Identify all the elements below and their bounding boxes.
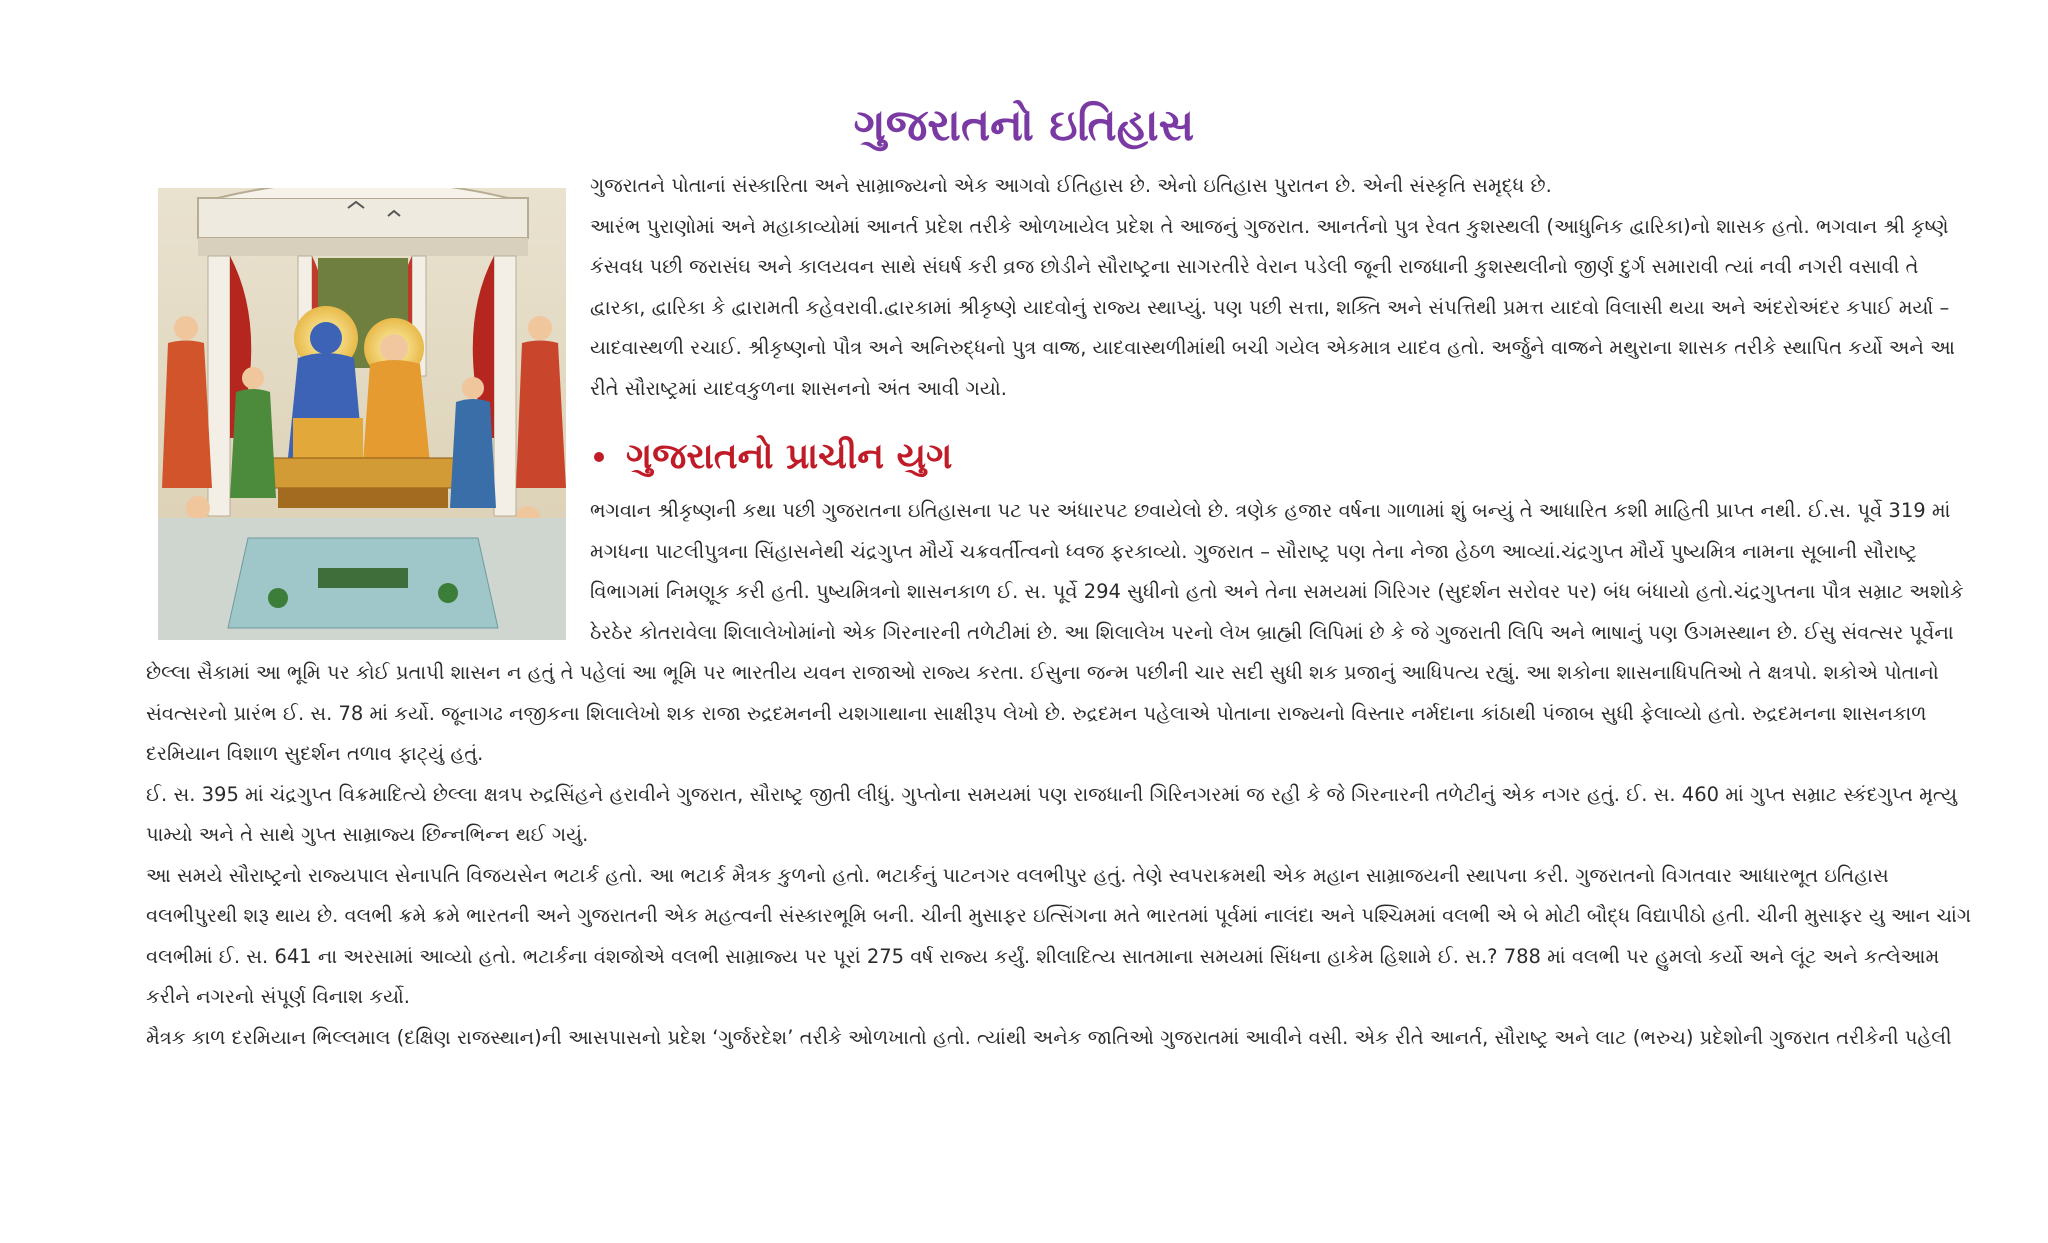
article-body [146,166,1978,1058]
section-paragraph-1: ભગવાન શ્રીકૃષ્ણની કથા પછી ગુજરાતના ઇતિહાસના પટ પર અંધારપટ છવાયેલો છે. ત્રણેક હજાર વર્ષના ગાળામાં શું બન્યું તે આધારિત કશી માહિતી પ્રાપ્ત નથી. ઈ.સ. પૂર્વે 319 માં મગધના પાટલીપુત્રના સિંહાસનેથી ચંદ્રગુપ્ત મૌર્યે ચક્રવર્તીત્વનો ધ્વજ ફરકાવ્યો. ગુજરાત – સૌરાષ્ટ્ર પણ તેના નેજા હેઠળ આવ્યાં.ચંદ્રગુપ્ત મૌર્યે પુષ્યમિત્ર નામના સૂબાની સૌરાષ્ટ્ર વિભાગમાં નિમણૂક કરી હતી. પુષ્યમિત્રનો શાસનકાળ ઈ. સ. પૂર્વે 294 સુધીનો હતો અને તેના સમયમાં ગિરિગર (સુદર્શન સરોવર પર) બંધ બંધાયો હતો.ચંદ્રગુપ્તના પૌત્ર સમ્રાટ અશોકે ઠેરઠેર કોતરાવેલા શિલાલેખોમાંનો એક ગિરનારની તળેટીમાં છે. આ શિલાલેખ પરનો લેખ બ્રાહ્મી લિપિમાં છે કે જે ગુજરાતી લિપિ અને ભાષાનું પણ ઉગમસ્થાન છે. ઈસુ સંવત્સર પૂર્વેના છેલ્લા સૈકામાં આ ભૂમિ પર કોઈ પ્રતાપી શાસન ન હતું તે પહેલાં આ ભૂમિ પર ભારતીય યવન રાજાઓ રાજ્ય કરતા. ઈસુના જન્મ પછીની ચાર સદી સુધી શક પ્રજાનું આધિપત્ય રહ્યું. આ શકોના શાસનાધિપતિઓ તે ક્ષત્રપો. શકોએ પોતાનો સંવત્સરનો પ્રારંભ ઈ. સ. 78 માં કર્યો. જૂનાગઢ નજીકના શિલાલેખો શક રાજા રુદ્રદમનની યશગાથાના સાક્ષીરૂપ લેખો છે. રુદ્રદમન પહેલાએ પોતાના રાજ્યનો વિસ્તાર નર્મદાના કાંઠાથી પંજાબ સુધી ફેલાવ્યો હતો. રુદ્રદમનના શાસનકાળ દરમિયાન વિશાળ સુદર્શન તળાવ ફાટ્યું હતું. [146,499,1964,765]
bullet-icon [594,452,604,462]
section-heading [590,429,1978,485]
section-paragraph-2: ઈ. સ. 395 માં ચંદ્રગુપ્ત વિક્રમાદિત્યે છેલ્લા ક્ષત્રપ રુદ્રસિંહને હરાવીને ગુજરાત, સૌરાષ્ટ્ર જીતી લીધું. ગુપ્તોના સમયમાં પણ રાજધાની ગિરિનગરમાં જ રહી કે જે ગિરનારની તળેટીનું એક નગર હતું. ઈ. સ. 460 માં ગુપ્ત સમ્રાટ સ્કંદગુપ્ત મૃત્યુ પામ્યો અને તે સાથે ગુપ્ત સામ્રાજ્ય છિન્નભિન્ન થઈ ગયું. [146,782,1958,846]
page-title: ગુજરાતનો ઇતિહાસ [853,100,1195,151]
intro-paragraph-1: ગુજરાતને પોતાનાં સંસ્કારિતા અને સામ્રાજ્યનો એક આગવો ઈતિહાસ છે. એનો ઇતિહાસ પુરાતન છે. એની સંસ્કૃતિ સમૃદ્ધ છે. [590,174,1552,197]
section-paragraph-4: મૈત્રક કાળ દરમિયાન ભિલ્લમાલ (દક્ષિણ રાજસ્થાન)ની આસપાસનો પ્રદેશ ‘ગુર્જરદેશ’ તરીકે ઓળખાતો હતો. ત્યાંથી અનેક જાતિઓ ગુજરાતમાં આવીને વસી. એક રીતે આનર્ત, સૌરાષ્ટ્ર અને લાટ (ભરુચ) પ્રદેશોની ગુજરાત તરીકેની પહેલી [146,1025,1952,1049]
krishna-radha-painting-icon [158,188,566,640]
section-heading-text: ગુજરાતનો પ્રાચીન યુગ [626,436,953,477]
intro-paragraph-2: આરંભ પુરાણોમાં અને મહાકાવ્યોમાં આનર્ત પ્રદેશ તરીકે ઓળખાયેલ પ્રદેશ તે આજનું ગુજરાત. આનર્તનો પુત્ર રેવત કુશસ્થલી (આધુનિક દ્વારિકા)નો શાસક હતો. ભગવાન શ્રી કૃષ્ણે કંસવધ પછી જરાસંઘ અને કાલયવન સાથે સંઘર્ષ કરી વ્રજ છોડીને સૌરાષ્ટ્રના સાગરતીરે વેરાન પડેલી જૂની રાજધાની કુશસ્થલીનો જીર્ણ દુર્ગ સમારાવી ત્યાં નવી નગરી વસાવી તે દ્વારકા, દ્વારિકા કે દ્વારામતી કહેવરાવી.દ્વારકામાં શ્રીકૃષ્ણે યાદવોનું રાજ્ય સ્થાપ્યું. પણ પછી સત્તા, શક્તિ અને સંપત્તિથી પ્રમત્ત યાદવો વિલાસી થયા અને અંદરોઅંદર કપાઈ મર્યા – યાદવાસ્થળી રચાઈ. શ્રીકૃષ્ણનો પૌત્ર અને અનિરુદ્ધનો પુત્ર વાજ્ર, યાદવાસ્થળીમાંથી બચી ગયેલ એકમાત્ર યાદવ હતો. અર્જુને વાજ્રને મથુરાના શાસક તરીકે સ્થાપિત કર્યો અને આ રીતે સૌરાષ્ટ્રમાં યાદવકુળના શાસનનો અંત આવી ગયો. [590,214,1955,400]
painting-artwork [158,188,566,640]
section-paragraph-3: આ સમયે સૌરાષ્ટ્રનો રાજ્યપાલ સેનાપતિ વિજયસેન ભટાર્ક હતો. આ ભટાર્ક મૈત્રક કુળનો હતો. ભટાર્કનું પાટનગર વલભીપુર હતું. તેણે સ્વપરાક્રમથી એક મહાન સામ્રાજયની સ્થાપના કરી. ગુજરાતનો વિગતવાર આધારભૂત ઇતિહાસ વલભીપુરથી શરૂ થાય છે. વલભી ક્રમે ક્રમે ભારતની અને ગુજરાતની એક મહત્વની સંસ્કારભૂમિ બની. ચીની મુસાફર ઇત્સિંગના મતે ભારતમાં પૂર્વમાં નાલંદા અને પશ્ચિમમાં વલભી એ બે મોટી બૌદ્ધ વિદ્યાપીઠો હતી. ચીની મુસાફર યુ આન ચાંગ વલભીમાં ઈ. સ. 641 ના અરસામાં આવ્યો હતો. ભટાર્કના વંશજોએ વલભી સામ્રાજ્ય પર પૂરાં 275 વર્ષ રાજ્ય કર્યું. શીલાદિત્ય સાતમાના સમયમાં સિંધના હાકેમ હિશામે ઈ. સ.? 788 માં વલભી પર હુમલો કર્યો અને લૂંટ અને કત્લેઆમ કરીને નગરનો સંપૂર્ણ વિનાશ કર્યો. [146,863,1972,1008]
